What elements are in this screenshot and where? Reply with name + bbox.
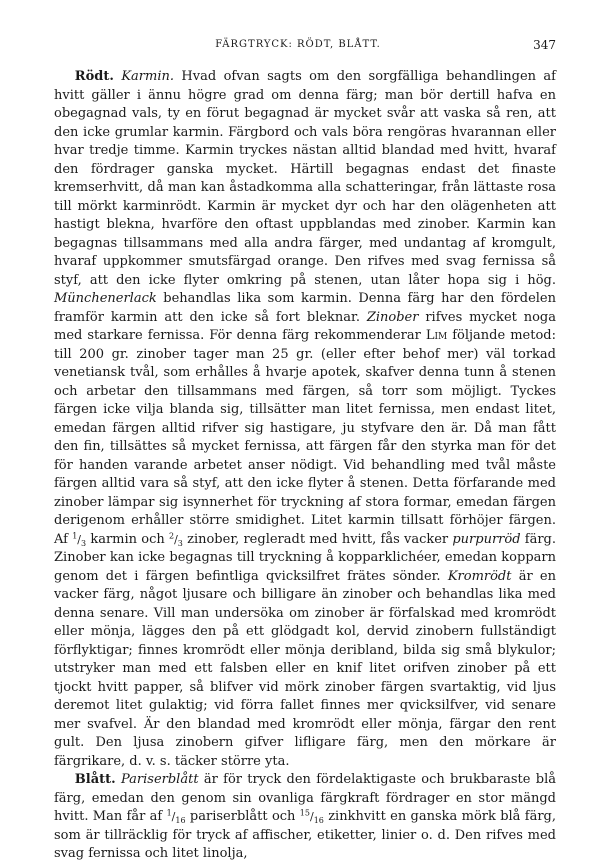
text-segment: är för tryck den fördelaktigaste och brukbaraste blå färg, emedan den genom sin ovanliga färgkraft fördrager en stor mängd hvitt. Man får af xyxy=(54,772,556,824)
text-segment: zinober, regleradt med hvitt, fås vacker xyxy=(182,531,453,547)
paragraph-rodt xyxy=(54,68,556,771)
section-heading-blatt: Blått. xyxy=(74,772,116,787)
page-number: 347 xyxy=(533,38,556,52)
section-heading-rodt: Rödt. xyxy=(74,69,114,84)
text-segment: rifves mycket noga med starkare fernissa. För denna färg rekommenderar xyxy=(54,309,557,343)
fraction-denominator: 3 xyxy=(177,538,183,548)
fraction-denominator: 3 xyxy=(81,538,87,548)
term-zinober: Zinober xyxy=(366,309,419,325)
term-kromrodt: Kromrödt xyxy=(447,568,512,584)
fraction-numerator: 15 xyxy=(299,808,310,818)
text-segment: färg. Zinober kan icke begagnas till tryckning å kopparklichéer, emedan kopparn genom det i färgen befintliga qvicksilfret frätes sönder. xyxy=(54,531,556,584)
running-head-title: FÄRGTRYCK: RÖDT, BLÅTT. xyxy=(215,39,381,50)
text-segment: följande metod: till 200 gr. zinober tager man 25 gr. (eller efter behof mer) väl torkad venetiansk tvål, som erhålles å hvarje apotek, skafver denna tunn å stenen och arbetar den tillsammans med färgen, så torr som möjligt. Tyckes färgen icke vilja blanda sig, tillsätter man litet fernissa, men endast litet, emedan färgen alltid rifver sig hastigare, ju styfvare den är. Då man fått den fin, tillsättes så mycket fernissa, att färgen får den styrka man för det för handen varande arbetet anser nödigt. Vid behandling med tvål måste färgen alltid vara så styf, att den icke flyter å stenen. Detta förfarande med zinober lämpar sig isynnerhet för tryckning af stora formar, emedan färgen derigenom erhåller större smidighet. Litet karmin tillsatt förhöjer färgen. Af xyxy=(54,328,556,547)
term-munchenerlack: Münchenerlack xyxy=(54,291,157,306)
fraction-denominator: 16 xyxy=(175,816,186,826)
term-purpurrod: purpurröd xyxy=(452,531,521,547)
fraction-numerator: 1 xyxy=(72,530,78,540)
text-segment: zinkhvitt en ganska mörk blå färg, som är tillräcklig för tryck af affischer, etiketter, linier o. d. Den rifves med svag fernissa och litet linolja, xyxy=(54,809,556,861)
text-segment: behandlas lika som karmin. Denna färg har den fördelen framför karmin att den icke så fort bleknar. xyxy=(54,291,556,325)
author-name-lim: Lim xyxy=(425,328,448,343)
running-head xyxy=(40,38,556,54)
fraction-denominator: 16 xyxy=(313,816,324,826)
fraction-numerator: 1 xyxy=(166,808,172,818)
fraction-one-third: $^1/_3$ xyxy=(72,530,87,548)
fraction-two-thirds: $^2/_3$ xyxy=(168,530,183,548)
fraction-fifteen-sixteenths: $^{15}/_{16}$ xyxy=(299,808,324,826)
text-segment: pariserblått och xyxy=(185,809,300,824)
term-karmin: Karmin. xyxy=(121,69,174,84)
text-segment: karmin och xyxy=(86,531,169,547)
body-text xyxy=(54,68,556,864)
fraction-numerator: 2 xyxy=(168,530,175,540)
paragraph-blatt xyxy=(54,771,556,864)
fraction-one-sixteenth: $^1/_{16}$ xyxy=(166,808,186,826)
term-pariserblatt: Pariserblått xyxy=(121,772,199,787)
text-segment: är en vacker färg, något ljusare och billigare än zinober och behandlas lika med denna senare. Vill man undersöka om zinober är förfalskad med kromrödt eller mönja, lägges den på ett glödgadt kol, dervid zinobern fullständigt förflyktigar; finnes kromrödt eller mönja deribland, bilda sig små blykulor; utstryker man med ett falsben eller en knif litet orifven zinober på ett tjockt hvitt papper, så blifver vid mörk zinober färgen svartaktig, vid ljus deremot litet gulaktig; vid förra fallet finnes mer qvicksilfver, vid senare mer svafvel. Är den blandad med kromrödt eller mönja, färgar den rent gult. Den ljusa zinobern gifver lifligare färg, men den mörkare är färgrikare, d. v. s. täcker större yta. xyxy=(54,568,557,769)
text-segment: Hvad ofvan sagts om den sorgfälliga behandlingen af hvitt gäller i ännu högre grad om denna färg; man bör dertill hafva en obegagnad vals, ty en förut begagnad är mycket svår att vaska så ren, att den icke grumlar karmin. Färgbord och vals böra rengöras hvarannan eller hvar tredje timme. Karmin tryckes nästan alltid blandad med hvitt, hvaraf den fördrager ganska mycket. Härtill begagnas endast det finaste kremserhvitt, då man kan åstadkomma alla schatteringar, från lättaste rosa till mörkt karminrödt. Karmin är mycket dyr och har den olägenheten att hastigt blekna, hvarföre den oftast uppblandas med zinober. Karmin kan begagnas tillsammans med alla andra färger, med undantag af kromgult, hvaraf uppkommer smutsfärgad orange. Den rifves med svag fernissa så styf, att den icke flyter omkring på stenen, utan låter hopa sig i hög. xyxy=(54,69,556,288)
